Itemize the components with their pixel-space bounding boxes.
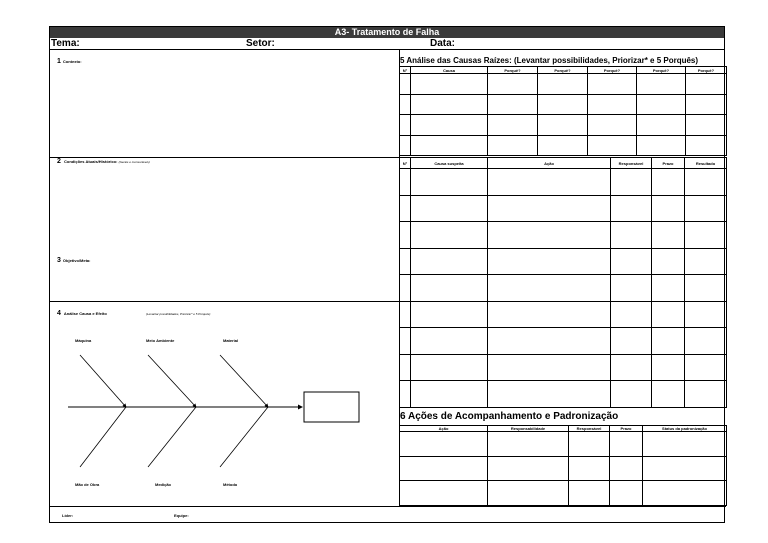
root-cause-table — [399, 66, 727, 156]
equipe-label: Equipe: — [174, 513, 189, 518]
setor-label: Setor: — [246, 38, 275, 49]
table-row — [400, 328, 727, 355]
sheet-title: A3- Tratamento de Falha — [50, 27, 724, 38]
section-2-label: 2 Condições Atuais/Histórico: (Gerais e mensuráveis) — [57, 158, 150, 165]
fishbone-label-metodo: Método — [223, 482, 238, 487]
footer-divider — [50, 506, 726, 507]
header-acao: Ação — [488, 158, 611, 169]
table-row — [400, 135, 727, 156]
table-row — [400, 275, 727, 302]
header-status: Status da padronização — [643, 426, 727, 432]
header-resultado: Resultado — [685, 158, 727, 169]
lider-label: Líder: — [62, 513, 74, 518]
table-row — [400, 354, 727, 381]
table-row — [400, 169, 727, 196]
action-header-row — [400, 158, 727, 169]
table-row — [400, 94, 727, 115]
data-label: Data: — [430, 38, 456, 49]
header-causa: Causa — [411, 67, 488, 74]
section-4-note: (Levantar possibilidades, Priorizar* e 5 Porquês) — [146, 312, 211, 316]
action-table — [399, 157, 727, 408]
header-prazo: Prazo — [610, 426, 643, 432]
header-num: N° — [400, 158, 411, 169]
fishbone-label-mao-de-obra: Mão de Obra — [75, 482, 100, 487]
fishbone-label-meio-ambiente: Meio Ambiente — [146, 338, 175, 343]
header-porque-4: Porquê? — [637, 67, 686, 74]
header-row — [50, 38, 724, 50]
root-cause-header-row — [400, 67, 727, 74]
table-row — [400, 432, 727, 457]
divider-2 — [50, 301, 400, 302]
fishbone-diagram — [50, 327, 400, 497]
section-6-title: 6 Ações de Acompanhamento e Padronização — [400, 411, 619, 422]
table-row — [400, 74, 727, 95]
table-row — [400, 381, 727, 408]
tema-label: Tema: — [51, 38, 80, 49]
header-prazo: Prazo — [652, 158, 685, 169]
table-row — [400, 115, 727, 136]
table-row — [400, 195, 727, 222]
a3-sheet — [49, 26, 725, 523]
header-causa-suspeita: Causa suspeita — [411, 158, 488, 169]
section-1-label: 1 Contexto: — [57, 58, 82, 65]
fishbone-label-material: Material — [223, 338, 239, 343]
fishbone-label-maquina: Máquina — [75, 338, 92, 343]
table-row — [400, 456, 727, 481]
table-row — [400, 301, 727, 328]
header-responsavel: Responsável — [569, 426, 610, 432]
section-3-label: 3 Objetivo/Meta: — [57, 257, 91, 264]
header-porque-3: Porquê? — [588, 67, 637, 74]
table-row — [400, 222, 727, 249]
header-acao: Ação — [400, 426, 488, 432]
header-num: N° — [400, 67, 411, 74]
header-responsabilidade: Responsabilidade — [488, 426, 569, 432]
table-row — [400, 481, 727, 506]
section-5-title: 5 Análise das Causas Raízes: (Levantar possibilidades, Priorizar* e 5 Porquês) — [400, 56, 699, 65]
header-porque-5: Porquê? — [686, 67, 727, 74]
fishbone-label-medicao: Medição — [155, 482, 172, 487]
standardization-table — [399, 425, 727, 506]
header-porque-1: Porquê? — [488, 67, 538, 74]
header-responsavel: Responsável — [611, 158, 652, 169]
table-row — [400, 248, 727, 275]
header-porque-2: Porquê? — [538, 67, 588, 74]
section-4-label: 4 Análise Causa e Efeito — [57, 310, 107, 317]
